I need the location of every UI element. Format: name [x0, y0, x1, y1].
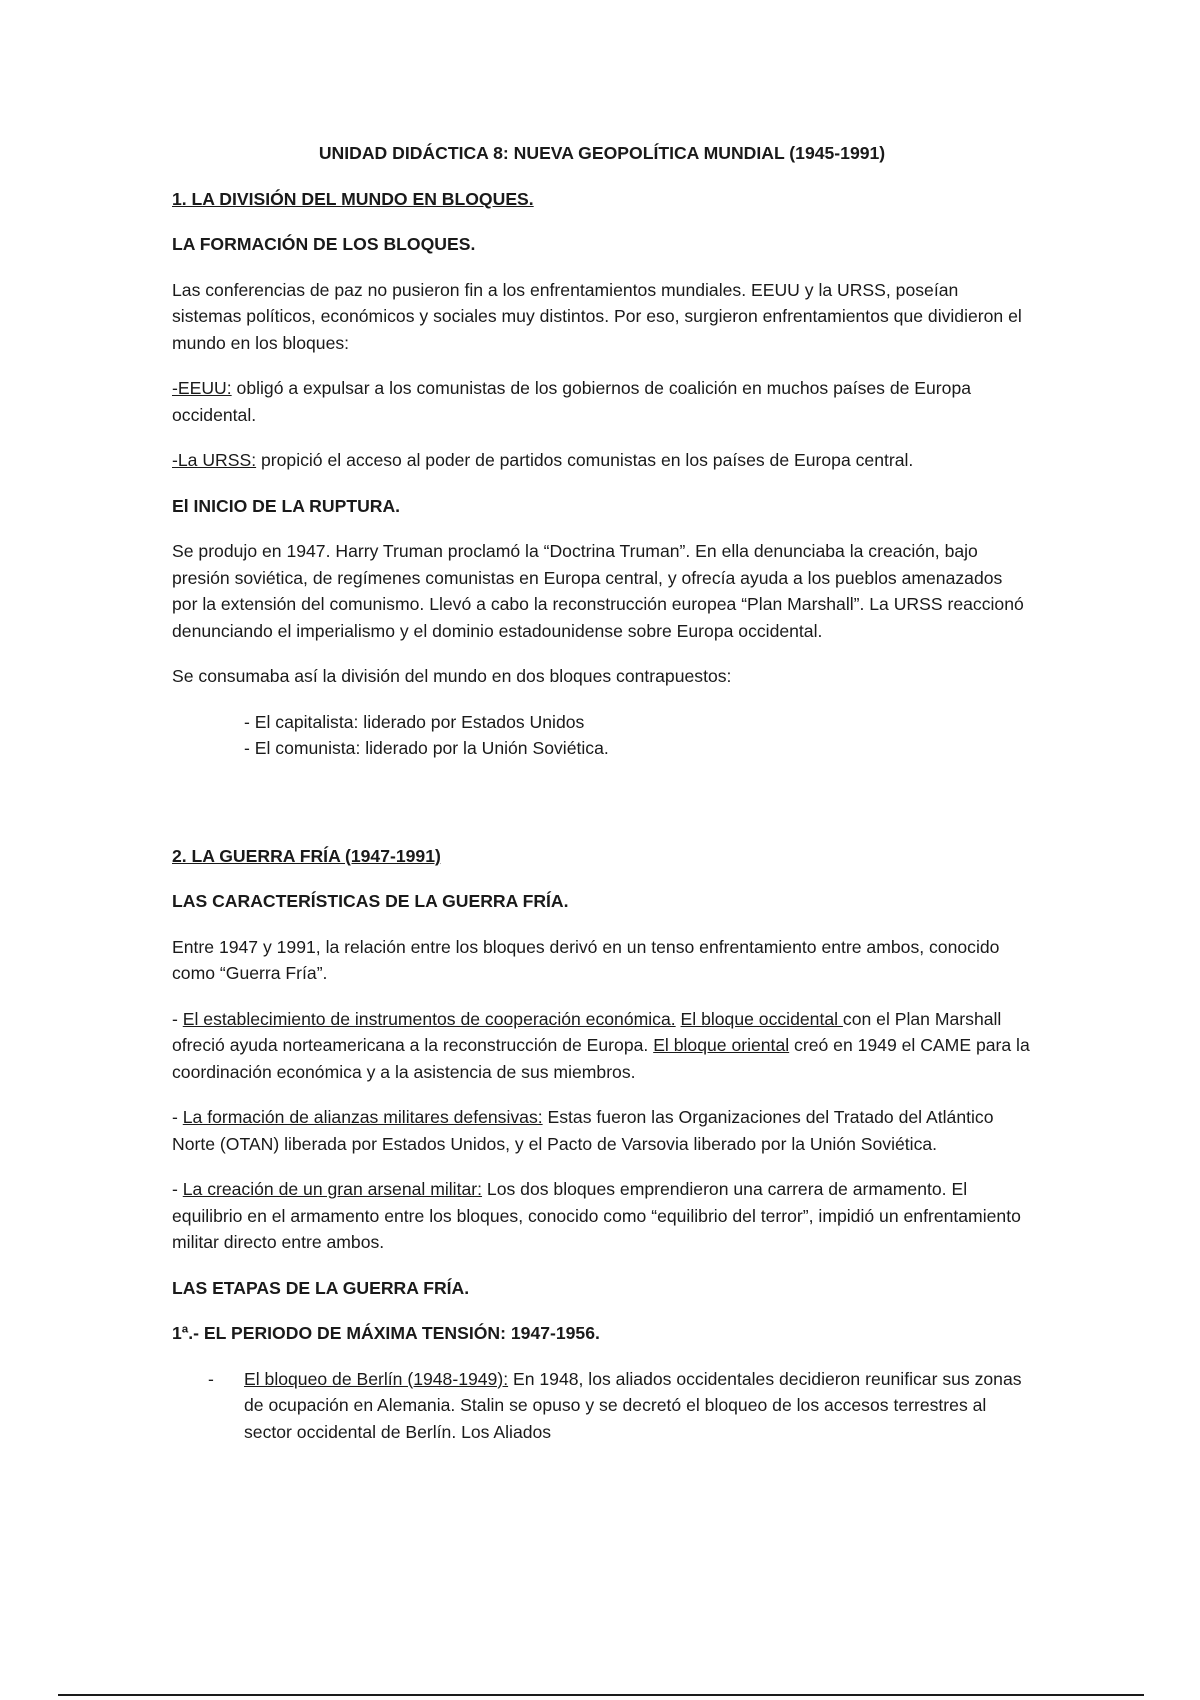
dash: -	[172, 1008, 183, 1029]
subsection-caracteristicas-heading: LAS CARACTERÍSTICAS DE LA GUERRA FRÍA.	[172, 891, 569, 911]
document-title: UNIDAD DIDÁCTICA 8: NUEVA GEOPOLÍTICA MUNDIAL (1945-1991)	[318, 143, 886, 163]
label-urss: -La URSS:	[172, 450, 257, 470]
document-page	[172, 140, 1032, 1445]
paragraph-cooperacion	[172, 1006, 1032, 1086]
paragraph-eeuu	[172, 375, 1032, 428]
list-item: - El comunista: liderado por la Unión Soviética.	[244, 738, 609, 758]
subsection-etapas-heading: LAS ETAPAS DE LA GUERRA FRÍA.	[172, 1277, 470, 1298]
section-1-heading: 1. LA DIVISIÓN DEL MUNDO EN BLOQUES.	[172, 188, 534, 209]
paragraph-urss	[172, 447, 1032, 474]
stage-1-list	[172, 1366, 1032, 1446]
text-cooperacion: con el Plan Marshall ofreció ayuda norteamericana a la reconstrucción de Europa.	[172, 1008, 1002, 1055]
paragraph-truman: Se produjo en 1947. Harry Truman proclamó la “Doctrina Truman”. En ella denunciaba la creación, bajo presión soviética, de regímenes comunistas en Europa central, y ofrecía ayuda a los pueblos amenazados por la extensión del comunismo. Llevó a cabo la reconstrucción europea “Plan Marshall”. La URSS reaccionó denunciando el imperialismo y el dominio estadounidense sobre Europa occidental.	[172, 541, 1024, 641]
label-arsenal: La creación de un gran arsenal militar:	[182, 1179, 483, 1199]
label-alianzas: La formación de alianzas militares defensivas:	[182, 1107, 543, 1127]
section-spacer	[172, 781, 1032, 843]
paragraph-division: Se consumaba así la división del mundo en dos bloques contrapuestos:	[172, 666, 732, 686]
stage-1-heading: 1ª.- EL PERIODO DE MÁXIMA TENSIÓN: 1947-1956.	[172, 1323, 600, 1343]
blocs-list	[172, 709, 1032, 762]
label-cooperacion: El establecimiento de instrumentos de cooperación económica.	[182, 1008, 676, 1029]
dash: -	[172, 1179, 183, 1199]
paragraph-guerra-fria: Entre 1947 y 1991, la relación entre los bloques derivó en un tenso enfrentamiento entre ambos, conocido como “Guerra Fría”.	[172, 936, 1000, 983]
label-bloqueo-berlin: El bloqueo de Berlín (1948-1949):	[244, 1368, 509, 1389]
label-bloque-oriental: El bloque oriental	[653, 1035, 790, 1055]
list-item: - El capitalista: liderado por Estados Unidos	[244, 711, 585, 732]
text-urss: propició el acceso al poder de partidos comunistas en los países de Europa central.	[256, 450, 914, 470]
text-bloqueo-berlin: En 1948, los aliados occidentales decidieron reunificar sus zonas de ocupación en Alemania. Stalin se opuso y se decretó el bloqueo de los accesos terrestres al sector occidental de Berlín. Los Aliados	[244, 1368, 1022, 1442]
text-came: creó en 1949 el CAME para la coordinación económica y a la asistencia de sus miembros.	[172, 1035, 1030, 1082]
dash: -	[172, 1107, 183, 1127]
footer-divider	[58, 1694, 1144, 1696]
text-alianzas: Estas fueron las Organizaciones del Tratado del Atlántico Norte (OTAN) liberada por Estados Unidos, y el Pacto de Varsovia liberado por la Unión Soviética.	[172, 1107, 994, 1154]
list-item	[208, 1366, 1032, 1446]
subsection-ruptura-heading: El INICIO DE LA RUPTURA.	[172, 495, 401, 516]
paragraph-arsenal	[172, 1176, 1032, 1256]
paragraph-alianzas	[172, 1104, 1032, 1157]
label-eeuu: -EEUU:	[172, 378, 232, 398]
subsection-formacion-heading: LA FORMACIÓN DE LOS BLOQUES.	[172, 234, 476, 254]
section-2-heading: 2. LA GUERRA FRÍA (1947-1991)	[172, 845, 441, 866]
bullet-marker: -	[208, 1368, 214, 1389]
text-eeuu: obligó a expulsar a los comunistas de los gobiernos de coalición en muchos países de Europa occidental.	[172, 378, 972, 425]
paragraph-conferencias: Las conferencias de paz no pusieron fin a los enfrentamientos mundiales. EEUU y la URSS, poseían sistemas políticos, económicos y sociales muy distintos. Por eso, surgieron enfrentamientos que dividieron el mundo en los bloques:	[172, 279, 1022, 353]
label-bloque-occidental: El bloque occidental	[680, 1008, 843, 1029]
text-arsenal: Los dos bloques emprendieron una carrera de armamento. El equilibrio en el armamento entre los bloques, conocido como “equilibrio del terror”, impidió un enfrentamiento militar directo entre ambos.	[172, 1179, 1021, 1252]
